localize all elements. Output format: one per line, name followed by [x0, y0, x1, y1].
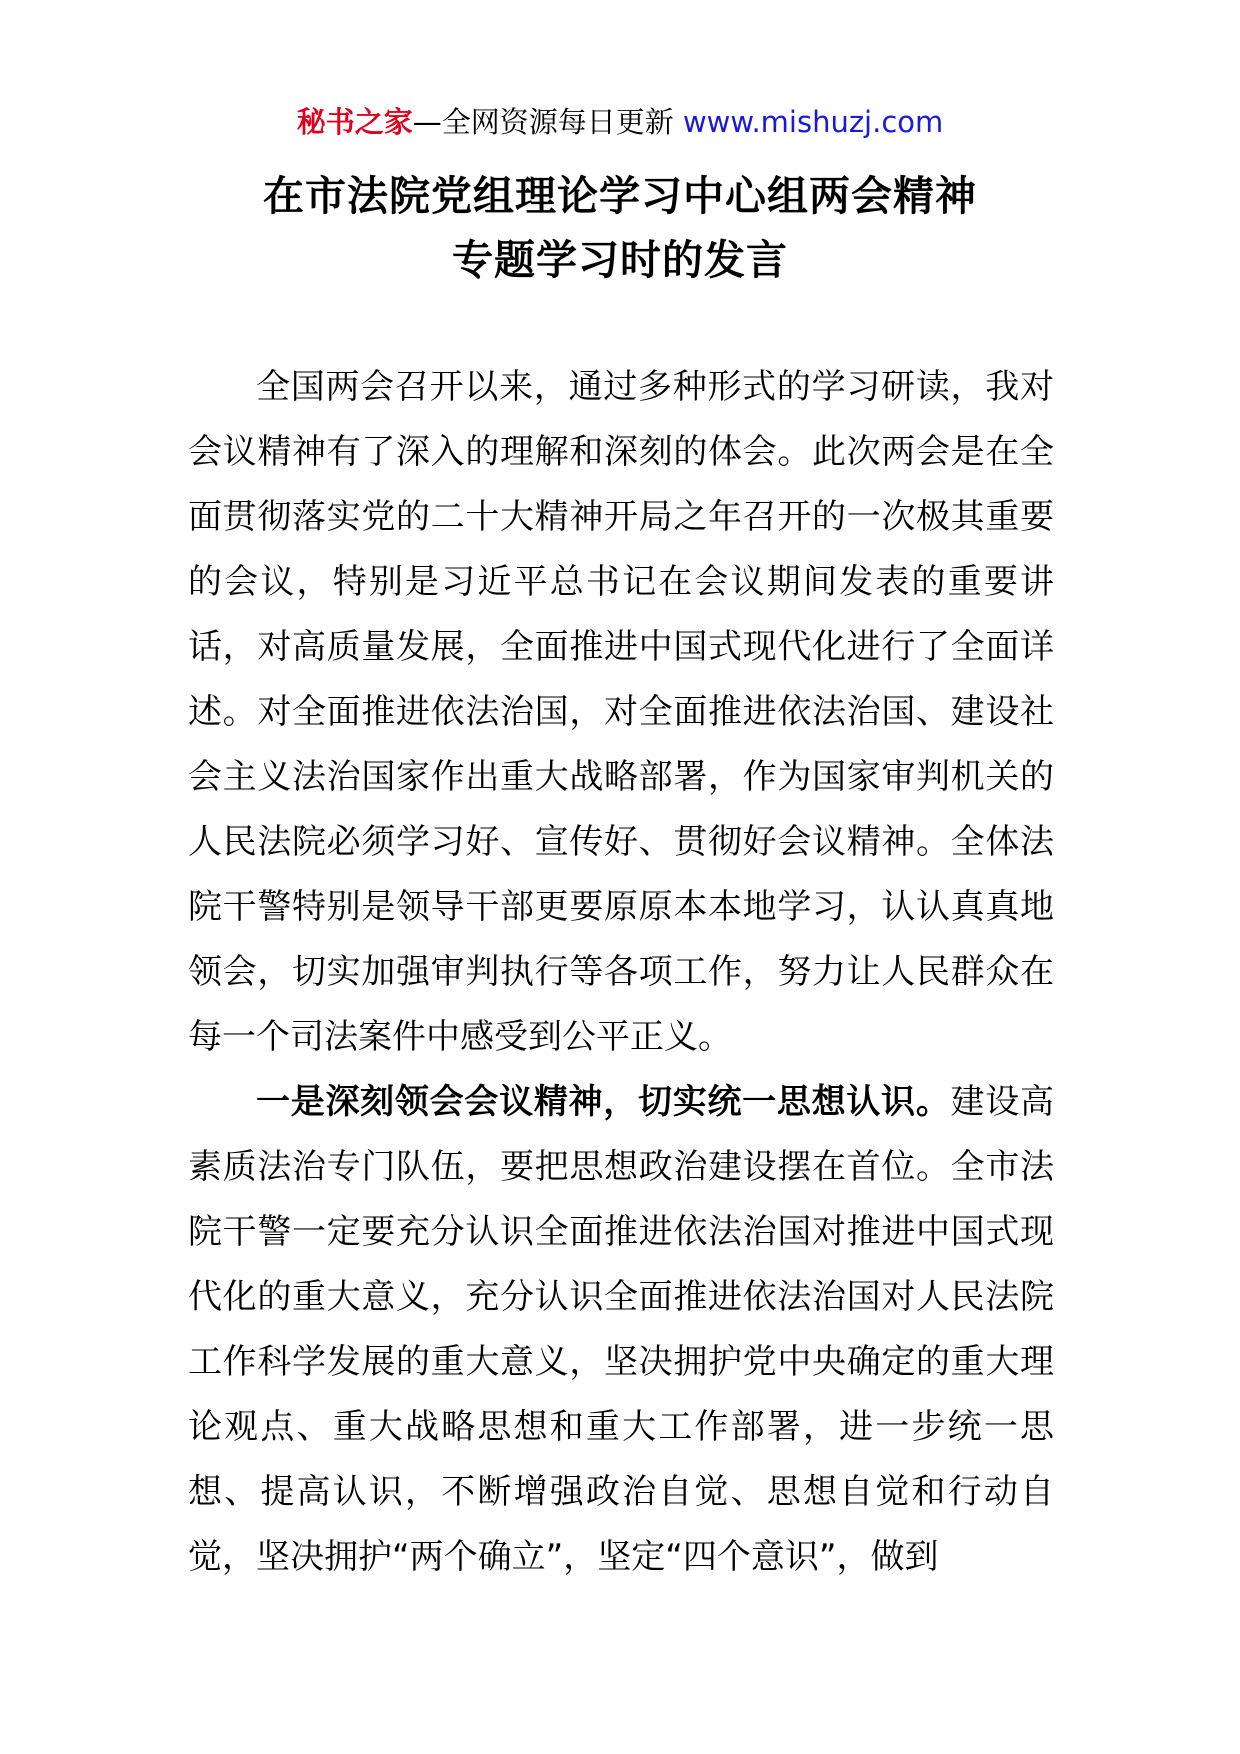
- brand-name: 秘书之家: [296, 105, 413, 139]
- paragraph-intro: 全国两会召开以来，通过多种形式的学习研读，我对会议精神有了深入的理解和深刻的体会。此次两会是在全面贯彻落实党的二十大精神开局之年召开的一次极其重要的会议，特别是习近平总书记在会议期间发表的重要讲话，对高质量发展，全面推进中国式现代化进行了全面详述。对全面推进依法治国，对全面推进依法治国、建设社会主义法治国家作出重大战略部署，作为国家审判机关的人民法院必须学习好、宣传好、贯彻好会议精神。全体法院干警特别是领导干部更要原原本本地学习，认认真真地领会，切实加强审判执行等各项工作，努力让人民群众在每一个司法案件中感受到公平正义。: [188, 367, 1054, 1057]
- paragraph-point-one: [188, 1070, 1054, 1590]
- document-title-line-1: 在市法院党组理论学习中心组两会精神: [263, 172, 977, 220]
- site-url[interactable]: www.mishuzj.com: [682, 105, 944, 139]
- site-header: [0, 100, 1240, 144]
- header-tagline: —全网资源每日更新: [412, 105, 683, 139]
- paragraph-lead-heading: 一是深刻领会会议精神，切实统一思想认识。: [256, 1082, 951, 1122]
- document-title-line-2: 专题学习时的发言: [452, 236, 788, 284]
- paragraph-body-text: 建设高素质法治专门队伍，要把思想政治建设摆在首位。全市法院干警一定要充分认识全面推进依法治国对推进中国式现代化的重大意义，充分认识全面推进依法治国对人民法院工作科学发展的重大意义，坚决拥护党中央确定的重大理论观点、重大战略思想和重大工作部署，进一步统一思想、提高认识，不断增强政治自觉、思想自觉和行动自觉，坚决拥护“两个确立”，坚定“四个意识”，做到: [188, 1082, 1055, 1577]
- document-body: [188, 355, 1054, 1590]
